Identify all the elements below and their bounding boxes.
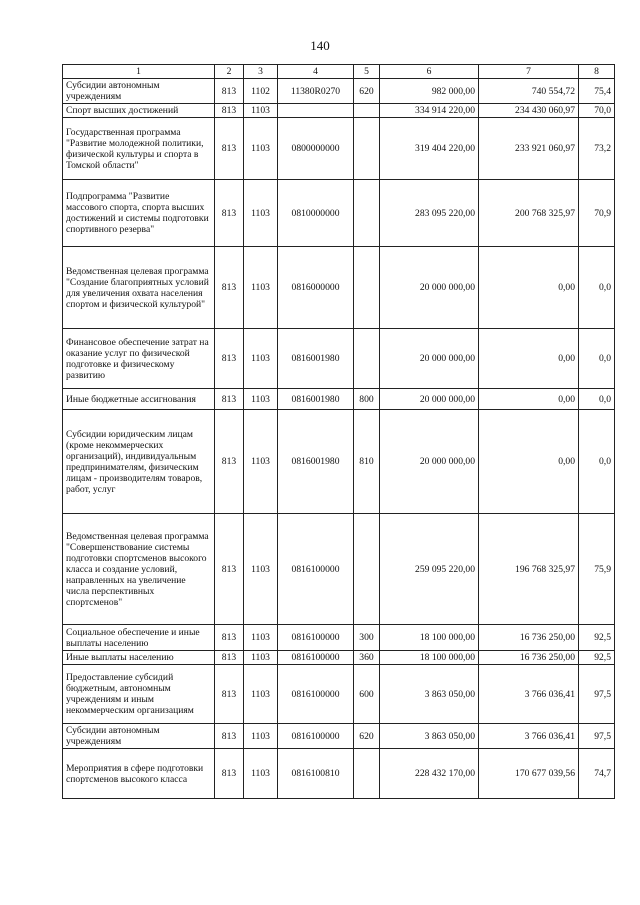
- row-gr-cell: 813: [215, 749, 244, 799]
- row-actual-cell: 16 736 250,00: [479, 651, 579, 665]
- row-target-article-cell: 0816100000: [278, 514, 354, 625]
- row-target-article-cell: 0810000000: [278, 180, 354, 247]
- row-percent-cell: 92,5: [579, 625, 615, 651]
- row-name-cell: Спорт высших достижений: [63, 104, 215, 118]
- row-plan-cell: 20 000 000,00: [380, 247, 479, 329]
- row-gr-cell: 813: [215, 104, 244, 118]
- row-actual-cell: 196 768 325,97: [479, 514, 579, 625]
- header-cell: 6: [380, 65, 479, 79]
- row-actual-cell: 0,00: [479, 389, 579, 410]
- row-name-cell: Подпрограмма "Развитие массового спорта, спорта высших достижений и системы подготовки спортивного резерва": [63, 180, 215, 247]
- row-expense-type-cell: [354, 514, 380, 625]
- row-gr-cell: 813: [215, 410, 244, 514]
- row-plan-cell: 982 000,00: [380, 79, 479, 104]
- table-row: [63, 625, 615, 651]
- row-expense-type-cell: 800: [354, 389, 380, 410]
- table-row: [63, 180, 615, 247]
- row-percent-cell: 97,5: [579, 665, 615, 724]
- row-name-cell: Предоставление субсидий бюджетным, автономным учреждениям и иным некоммерческим организациям: [63, 665, 215, 724]
- row-percent-cell: 97,5: [579, 724, 615, 749]
- row-expense-type-cell: 620: [354, 724, 380, 749]
- row-actual-cell: 200 768 325,97: [479, 180, 579, 247]
- row-target-article-cell: 0816100000: [278, 651, 354, 665]
- row-expense-type-cell: 600: [354, 665, 380, 724]
- row-section-cell: 1103: [244, 625, 278, 651]
- row-plan-cell: 3 863 050,00: [380, 724, 479, 749]
- row-expense-type-cell: [354, 118, 380, 180]
- row-name-cell: Государственная программа "Развитие молодежной политики, физической культуры и спорта в Томской области": [63, 118, 215, 180]
- row-target-article-cell: 11380R0270: [278, 79, 354, 104]
- row-actual-cell: 234 430 060,97: [479, 104, 579, 118]
- row-plan-cell: 228 432 170,00: [380, 749, 479, 799]
- row-section-cell: 1103: [244, 410, 278, 514]
- row-gr-cell: 813: [215, 118, 244, 180]
- row-section-cell: 1103: [244, 514, 278, 625]
- row-expense-type-cell: 300: [354, 625, 380, 651]
- page-number: 140: [310, 38, 330, 53]
- table-row: [63, 410, 615, 514]
- row-plan-cell: 3 863 050,00: [380, 665, 479, 724]
- row-actual-cell: 16 736 250,00: [479, 625, 579, 651]
- row-section-cell: 1103: [244, 118, 278, 180]
- row-gr-cell: 813: [215, 651, 244, 665]
- row-percent-cell: 70,9: [579, 180, 615, 247]
- table-row: [63, 514, 615, 625]
- row-target-article-cell: 0816000000: [278, 247, 354, 329]
- row-plan-cell: 259 095 220,00: [380, 514, 479, 625]
- row-percent-cell: 0,0: [579, 247, 615, 329]
- row-percent-cell: 73,2: [579, 118, 615, 180]
- row-plan-cell: 20 000 000,00: [380, 329, 479, 389]
- row-target-article-cell: 0816100000: [278, 665, 354, 724]
- row-percent-cell: 75,9: [579, 514, 615, 625]
- row-plan-cell: 334 914 220,00: [380, 104, 479, 118]
- row-plan-cell: 18 100 000,00: [380, 625, 479, 651]
- row-percent-cell: 74,7: [579, 749, 615, 799]
- row-plan-cell: 283 095 220,00: [380, 180, 479, 247]
- row-name-cell: Иные выплаты населению: [63, 651, 215, 665]
- row-section-cell: 1103: [244, 389, 278, 410]
- header-cell: 8: [579, 65, 615, 79]
- table-row: [63, 79, 615, 104]
- row-percent-cell: 0,0: [579, 389, 615, 410]
- row-name-cell: Ведомственная целевая программа "Создание благоприятных условий для увеличения охвата населения спортом и физической культурой": [63, 247, 215, 329]
- row-name-cell: Финансовое обеспечение затрат на оказание услуг по физической подготовке и физическому развитию: [63, 329, 215, 389]
- table-row: [63, 329, 615, 389]
- row-section-cell: 1103: [244, 329, 278, 389]
- row-name-cell: Социальное обеспечение и иные выплаты населению: [63, 625, 215, 651]
- row-section-cell: 1102: [244, 79, 278, 104]
- row-percent-cell: 70,0: [579, 104, 615, 118]
- table-row: [63, 651, 615, 665]
- header-row: [63, 65, 615, 79]
- row-plan-cell: 20 000 000,00: [380, 389, 479, 410]
- table-row: [63, 104, 615, 118]
- row-section-cell: 1103: [244, 180, 278, 247]
- table-row: [63, 389, 615, 410]
- header-cell: 4: [278, 65, 354, 79]
- row-target-article-cell: 0816100000: [278, 724, 354, 749]
- row-expense-type-cell: [354, 329, 380, 389]
- row-gr-cell: 813: [215, 79, 244, 104]
- row-gr-cell: 813: [215, 625, 244, 651]
- table-row: [63, 665, 615, 724]
- row-target-article-cell: 0816001980: [278, 329, 354, 389]
- row-plan-cell: 319 404 220,00: [380, 118, 479, 180]
- row-name-cell: Субсидии юридическим лицам (кроме некоммерческих организаций), индивидуальным предпринимателям, физическим лицам - производителям товаров, работ, услуг: [63, 410, 215, 514]
- row-target-article-cell: 0800000000: [278, 118, 354, 180]
- row-section-cell: 1103: [244, 104, 278, 118]
- row-expense-type-cell: 810: [354, 410, 380, 514]
- row-target-article-cell: 0816001980: [278, 410, 354, 514]
- row-expense-type-cell: 620: [354, 79, 380, 104]
- row-expense-type-cell: [354, 104, 380, 118]
- row-section-cell: 1103: [244, 724, 278, 749]
- header-cell: 5: [354, 65, 380, 79]
- row-gr-cell: 813: [215, 665, 244, 724]
- row-section-cell: 1103: [244, 247, 278, 329]
- header-cell: 7: [479, 65, 579, 79]
- row-actual-cell: 3 766 036,41: [479, 724, 579, 749]
- row-expense-type-cell: [354, 180, 380, 247]
- table-row: [63, 749, 615, 799]
- table-row: [63, 118, 615, 180]
- row-actual-cell: 3 766 036,41: [479, 665, 579, 724]
- row-actual-cell: 170 677 039,56: [479, 749, 579, 799]
- row-plan-cell: 18 100 000,00: [380, 651, 479, 665]
- header-cell: 1: [63, 65, 215, 79]
- row-expense-type-cell: [354, 247, 380, 329]
- row-actual-cell: 0,00: [479, 247, 579, 329]
- row-gr-cell: 813: [215, 180, 244, 247]
- header-cell: 2: [215, 65, 244, 79]
- row-percent-cell: 0,0: [579, 410, 615, 514]
- row-name-cell: Ведомственная целевая программа "Совершенствование системы подготовки спортсменов высокого класса и создание условий, направленных на увеличение числа перспективных спортсменов": [63, 514, 215, 625]
- row-target-article-cell: 0816100810: [278, 749, 354, 799]
- row-gr-cell: 813: [215, 724, 244, 749]
- row-actual-cell: 233 921 060,97: [479, 118, 579, 180]
- row-plan-cell: 20 000 000,00: [380, 410, 479, 514]
- table-header: [63, 65, 615, 79]
- row-percent-cell: 92,5: [579, 651, 615, 665]
- row-actual-cell: 0,00: [479, 329, 579, 389]
- table-body: [63, 79, 615, 799]
- table-row: [63, 247, 615, 329]
- table-row: [63, 724, 615, 749]
- row-expense-type-cell: 360: [354, 651, 380, 665]
- row-section-cell: 1103: [244, 749, 278, 799]
- row-actual-cell: 0,00: [479, 410, 579, 514]
- row-actual-cell: 740 554,72: [479, 79, 579, 104]
- row-gr-cell: 813: [215, 389, 244, 410]
- row-gr-cell: 813: [215, 247, 244, 329]
- row-target-article-cell: 0816100000: [278, 625, 354, 651]
- row-gr-cell: 813: [215, 514, 244, 625]
- row-name-cell: Мероприятия в сфере подготовки спортсменов высокого класса: [63, 749, 215, 799]
- budget-table: [62, 64, 615, 799]
- row-percent-cell: 75,4: [579, 79, 615, 104]
- row-gr-cell: 813: [215, 329, 244, 389]
- row-section-cell: 1103: [244, 665, 278, 724]
- row-percent-cell: 0,0: [579, 329, 615, 389]
- row-name-cell: Субсидии автономным учреждениям: [63, 724, 215, 749]
- row-name-cell: Иные бюджетные ассигнования: [63, 389, 215, 410]
- row-target-article-cell: [278, 104, 354, 118]
- header-cell: 3: [244, 65, 278, 79]
- row-expense-type-cell: [354, 749, 380, 799]
- row-target-article-cell: 0816001980: [278, 389, 354, 410]
- row-name-cell: Субсидии автономным учреждениям: [63, 79, 215, 104]
- row-section-cell: 1103: [244, 651, 278, 665]
